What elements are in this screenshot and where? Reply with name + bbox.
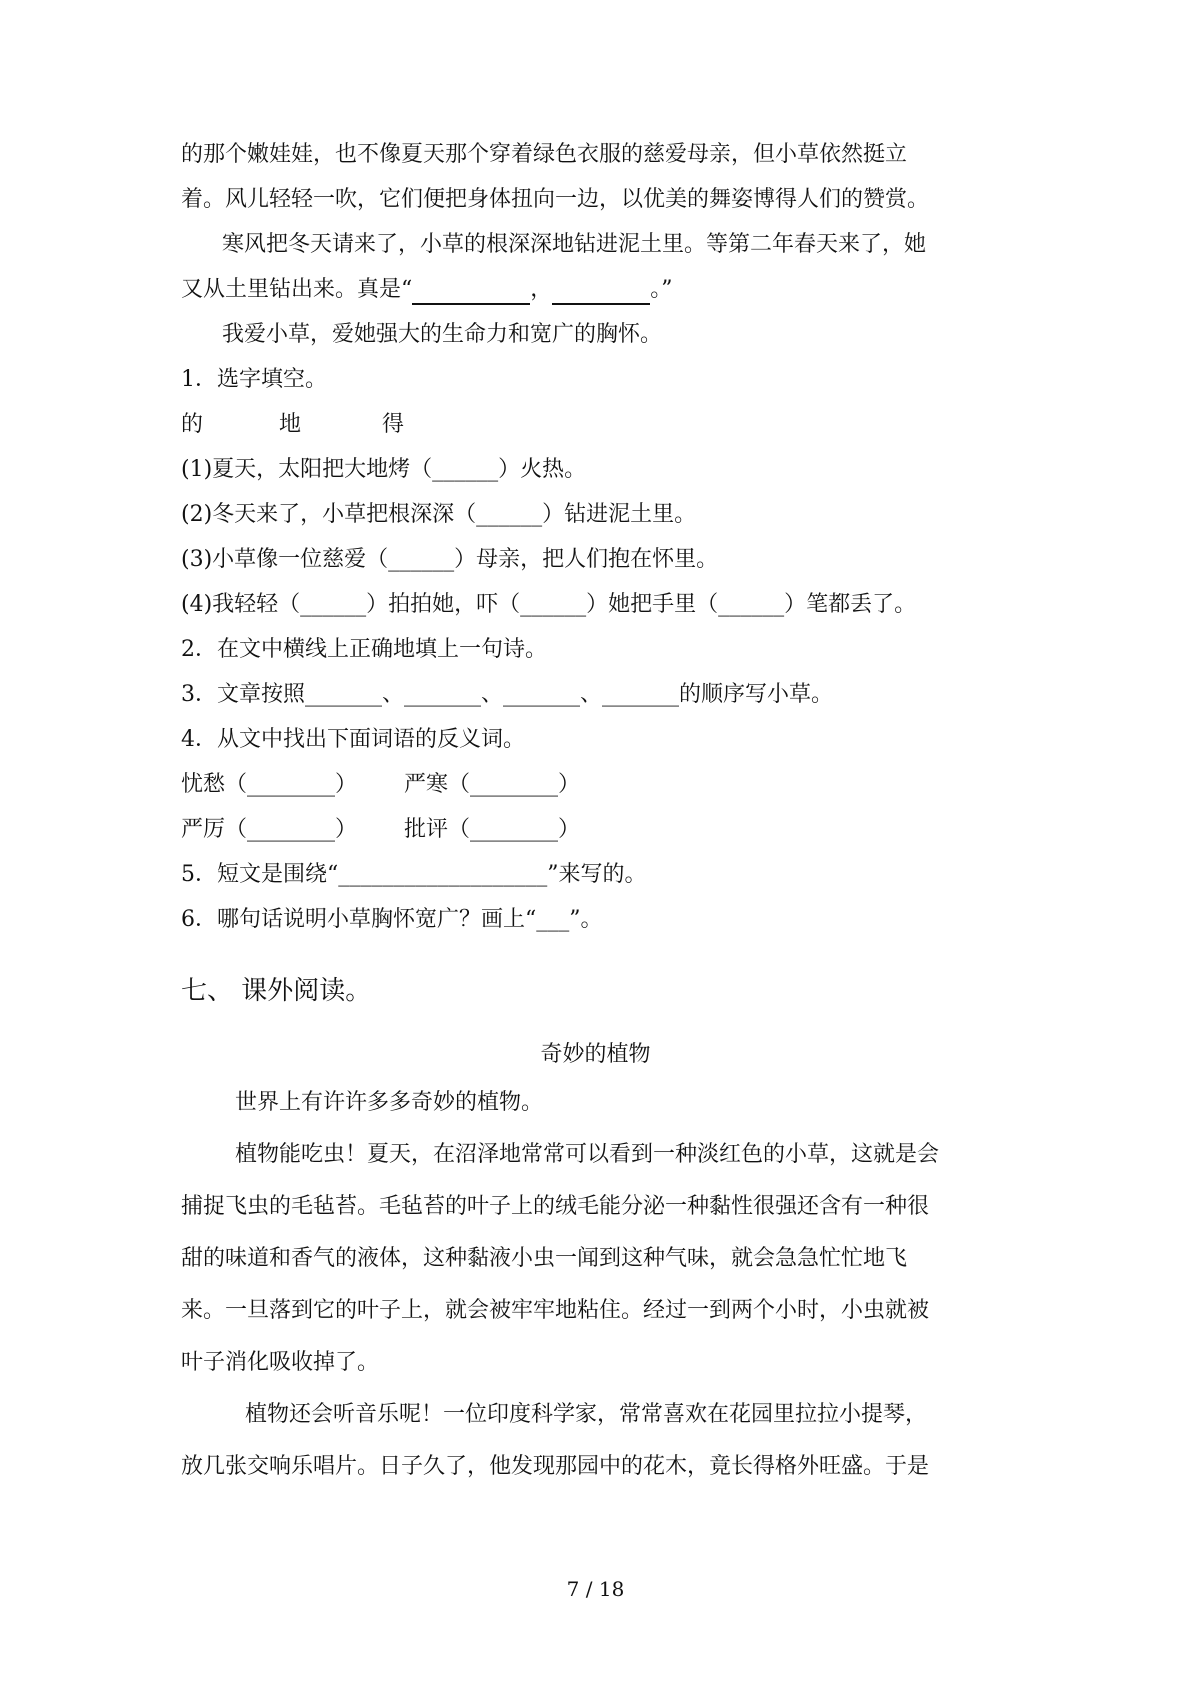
- q4-item: 忧愁（________）: [181, 772, 358, 797]
- question-3: 3．文章按照_______、_______、_______、_______的顺序写小草。: [181, 682, 833, 707]
- text: 又从土里钻出来。真是“: [181, 277, 413, 302]
- question-2: 2．在文中横线上正确地填上一句诗。: [181, 637, 547, 662]
- passage-line: 甜的味道和香气的液体，这种黏液小虫一闻到这种气味，就会急急忙忙地飞: [181, 1246, 908, 1271]
- question-4: 4．从文中找出下面词语的反义词。: [181, 727, 525, 752]
- passage-line: 捕捉飞虫的毛毡苔。毛毡苔的叶子上的绒毛能分泌一种黏性很强还含有一种很: [181, 1194, 930, 1219]
- passage-line: 叶子消化吸收掉了。: [181, 1350, 380, 1375]
- story-paragraph-line: 的那个嫩娃娃，也不像夏天那个穿着绿色衣服的慈爱母亲，但小草依然挺立: [181, 142, 908, 167]
- q1-item-1: (1)夏天，太阳把大地烤（______）火热。: [181, 457, 587, 482]
- text: ，: [530, 277, 553, 302]
- passage-paragraph: 世界上有许许多多奇妙的植物。: [235, 1090, 544, 1115]
- passage-line: 来。一旦落到它的叶子上，就会被牢牢地粘住。经过一到两个小时，小虫就被: [181, 1298, 930, 1323]
- question-6: 6．哪句话说明小草胸怀宽广？画上“___”。: [181, 907, 603, 932]
- story-paragraph-line-with-blanks: [181, 275, 673, 305]
- question-5: 5．短文是围绕“___________________”来写的。: [181, 862, 647, 887]
- poem-blank-1[interactable]: [412, 279, 530, 305]
- option-di: 地: [279, 412, 302, 437]
- story-paragraph-line: 寒风把冬天请来了，小草的根深深地钻进泥土里。等第二年春天来了，她: [222, 232, 927, 257]
- question-1: 1．选字填空。: [181, 367, 327, 392]
- q4-row-2: [181, 815, 580, 845]
- story-paragraph-line: 我爱小草，爱她强大的生命力和宽广的胸怀。: [222, 322, 663, 347]
- text: 。”: [650, 277, 673, 302]
- q4-item: 严厉（________）: [181, 817, 358, 842]
- option-de: 的: [181, 412, 204, 437]
- page-number: 7 / 18: [566, 1577, 625, 1601]
- q4-item: 批评（________）: [404, 817, 581, 842]
- section-heading: 七、 课外阅读。: [181, 976, 372, 1006]
- story-paragraph-line: 着。风儿轻轻一吹，它们便把身体扭向一边，以优美的舞姿博得人们的赞赏。: [181, 187, 930, 212]
- q4-item: 严寒（________）: [404, 772, 581, 797]
- option-de2: 得: [382, 412, 405, 437]
- passage-line: 放几张交响乐唱片。日子久了，他发现那园中的花木，竟长得格外旺盛。于是: [181, 1454, 930, 1479]
- q4-row-1: [181, 770, 580, 800]
- passage-line: 植物能吃虫！夏天，在沼泽地常常可以看到一种淡红色的小草，这就是会: [235, 1142, 940, 1167]
- q1-item-2: (2)冬天来了，小草把根深深（______）钻进泥土里。: [181, 502, 697, 527]
- q1-options: [181, 410, 404, 440]
- passage-line: 植物还会听音乐呢！一位印度科学家，常常喜欢在花园里拉拉小提琴，: [245, 1402, 928, 1427]
- q1-item-3: (3)小草像一位慈爱（______）母亲，把人们抱在怀里。: [181, 547, 719, 572]
- poem-blank-2[interactable]: [552, 279, 650, 305]
- passage-title: 奇妙的植物: [540, 1042, 651, 1067]
- q1-item-4: (4)我轻轻（______）拍拍她，吓（______）她把手里（______）笔都丢了。: [181, 592, 917, 617]
